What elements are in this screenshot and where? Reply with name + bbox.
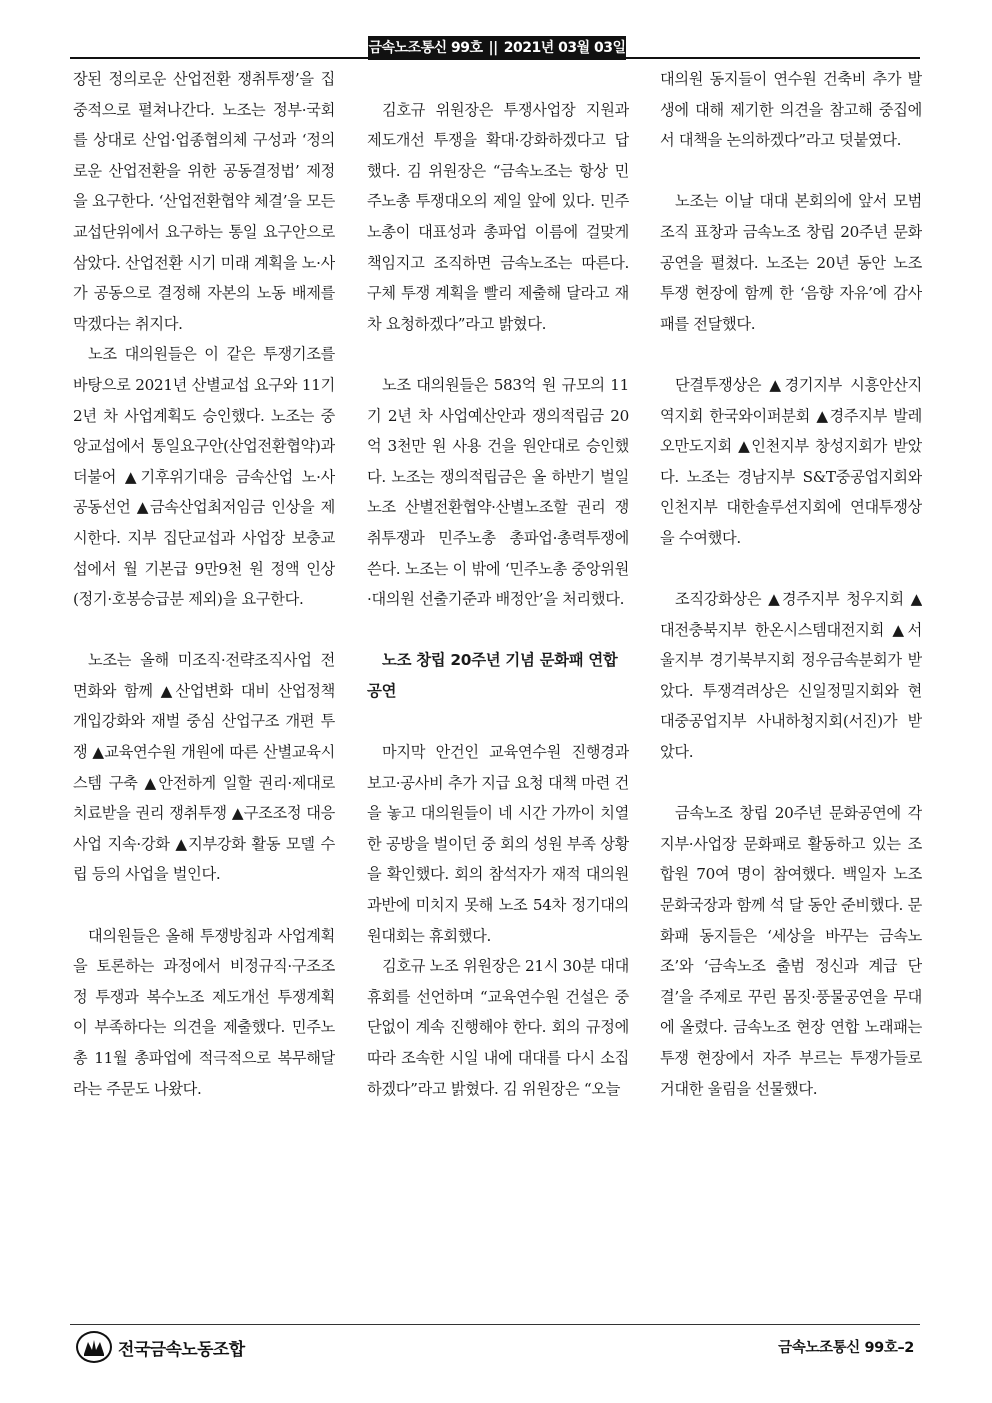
paragraph-gap — [660, 768, 922, 799]
article-column-1 — [73, 64, 335, 1314]
publication-title: 금속노조통신 99호 — [368, 40, 483, 56]
header-separator: || — [488, 40, 498, 56]
article-paragraph: 노조 대의원들은 이 같은 투쟁기조를 바탕으로 2021년 산별교섭 요구와 11기 2년 차 사업계획도 승인했다. 노조는 중앙교섭에서 통일요구안(산업전환협약)과 더불어 ▲기후위기대응 금속산업 노·사 공동선언 ▲금속산업최저임금 인상을 제시한다. 지부 집단교섭과 사업장 보충교섭에서 월 기본급 9만9천 원 정액 인상(정기·호봉승급분 제외)을 요구한다. — [73, 345, 335, 609]
footer-logo — [76, 1332, 245, 1362]
issue-date: 2021년 03월 03일 — [503, 40, 626, 56]
article-paragraph: 장된 정의로운 산업전환 쟁취투쟁’을 집중적으로 펼쳐나간다. 노조는 정부·국회를 상대로 산업·업종협의체 구성과 ‘정의로운 산업전환을 위한 공동결정법’ 제정을 요구한다. ‘산업전환협약 체결’을 모든 교섭단위에서 요구하는 통일 요구안으로 삼았다. 산업전환 시기 미래 계획을 노·사가 공동으로 결정해 자본의 노동 배제를 막겠다는 취지다. — [73, 70, 335, 333]
article-paragraph: 노조는 올해 미조직·전략조직사업 전면화와 함께 ▲산업변화 대비 산업정책 개입강화와 재벌 중심 산업구조 개편 투쟁 ▲교육연수원 개원에 따른 산별교육시스템 구축 ▲안전하게 일할 권리·제대로 치료받을 권리 쟁취투쟁 ▲구조조정 대응 사업 지속·강화 ▲지부강화 활동 모델 수립 등의 사업을 벌인다. — [73, 651, 335, 884]
article-paragraph: 노조는 이날 대대 본회의에 앞서 모범조직 표창과 금속노조 창립 20주년 문화공연을 펼쳤다. 노조는 20년 동안 노조 투쟁 현장에 함께 한 ‘음향 자유’에 감사패를 전달했다. — [660, 192, 922, 333]
paragraph-gap — [73, 890, 335, 921]
paragraph-gap — [660, 554, 922, 585]
article-column-3 — [660, 64, 922, 1314]
article-subheading: 노조 창립 20주년 기념 문화패 연합 공연 — [367, 651, 618, 700]
paragraph-gap — [367, 64, 629, 95]
paragraph-gap — [367, 615, 629, 646]
footer-rule — [70, 1324, 920, 1325]
organization-name: 전국금속노동조합 — [118, 1339, 245, 1360]
issue-header — [368, 36, 626, 60]
article-paragraph: 김호규 위원장은 투쟁사업장 지원과 제도개선 투쟁을 확대·강화하겠다고 답했다. 김 위원장은 “금속노조는 항상 민주노총 투쟁대오의 제일 앞에 있다. 민주노총이 대표성과 총파업 이름에 걸맞게 책임지고 조직하면 금속노조는 따른다. 구체 투쟁 계획을 빨리 제출해 달라고 재차 요청하겠다”라고 밝혔다. — [367, 100, 629, 333]
article-column-2 — [367, 64, 629, 1314]
article-paragraph: 마지막 안건인 교육연수원 진행경과 보고·공사비 추가 지급 요청 대책 마련 건을 놓고 대의원들이 네 시간 가까이 치열한 공방을 벌이던 중 회의 성원 부족 상황을 확인했다. 회의 참석자가 재적 대의원 과반에 미치지 못해 노조 54차 정기대의원대회는 휴회했다. — [367, 743, 629, 945]
article-paragraph: 김호규 노조 위원장은 21시 30분 대대 휴회를 선언하며 “교육연수원 건설은 중단없이 계속 진행해야 한다. 회의 규정에 따라 조속한 시일 내에 대대를 다시 소집하겠다”라고 밝혔다. 김 위원장은 “오늘 — [367, 957, 629, 1098]
article-paragraph: 대의원들은 올해 투쟁방침과 사업계획을 토론하는 과정에서 비정규직·구조조정 투쟁과 복수노조 제도개선 투쟁계획이 부족하다는 의견을 제출했다. 민주노총 11월 총파업에 적극적으로 복무해달라는 주문도 나왔다. — [73, 926, 335, 1098]
article-paragraph: 조직강화상은 ▲경주지부 청우지회 ▲대전충북지부 한온시스템대전지회 ▲서울지부 경기북부지회 정우금속분회가 받았다. 투쟁격려상은 신일정밀지회와 현대중공업지부 사내하청지회(서진)가 받았다. — [660, 590, 922, 762]
paragraph-gap — [367, 339, 629, 370]
paragraph-gap — [367, 706, 629, 737]
paragraph-gap — [660, 339, 922, 370]
page-number: 금속노조통신 99호–2 — [778, 1340, 914, 1356]
article-paragraph: 대의원 동지들이 연수원 건축비 추가 발생에 대해 제기한 의견을 참고해 중집에서 대책을 논의하겠다”라고 덧붙였다. — [660, 70, 922, 150]
article-paragraph: 노조 대의원들은 583억 원 규모의 11기 2년 차 사업예산안과 쟁의적립금 20억 3천만 원 사용 건을 원안대로 승인했다. 노조는 쟁의적립금은 올 하반기 벌일 노조 산별전환협약·산별노조할 권리 쟁취투쟁과 민주노총 총파업·총력투쟁에 쓴다. 노조는 이 밖에 ‘민주노총 중앙위원·대의원 선출기준과 배정안’을 처리했다. — [367, 375, 629, 609]
paragraph-gap — [660, 156, 922, 187]
article-paragraph: 단결투쟁상은 ▲경기지부 시흥안산지역지회 한국와이퍼분회 ▲경주지부 발레오만도지회 ▲인천지부 창성지회가 받았다. 노조는 경남지부 S&T중공업지회와 인천지부 대한솔루션지회에 연대투쟁상을 수여했다. — [660, 375, 922, 547]
union-logo-icon — [76, 1331, 112, 1363]
article-paragraph: 금속노조 창립 20주년 문화공연에 각 지부·사업장 문화패로 활동하고 있는 조합원 70여 명이 참여했다. 백일자 노조 문화국장과 함께 석 달 동안 준비했다. 문화패 동지들은 ‘세상을 바꾸는 금속노조’와 ‘금속노조 출범 정신과 계급 단결’을 주제로 꾸린 몸짓·풍물공연을 무대에 올렸다. 금속노조 현장 연합 노래패는 투쟁 현장에서 자주 부르는 투쟁가들로 거대한 울림을 선물했다. — [660, 804, 922, 1098]
paragraph-gap — [73, 615, 335, 646]
